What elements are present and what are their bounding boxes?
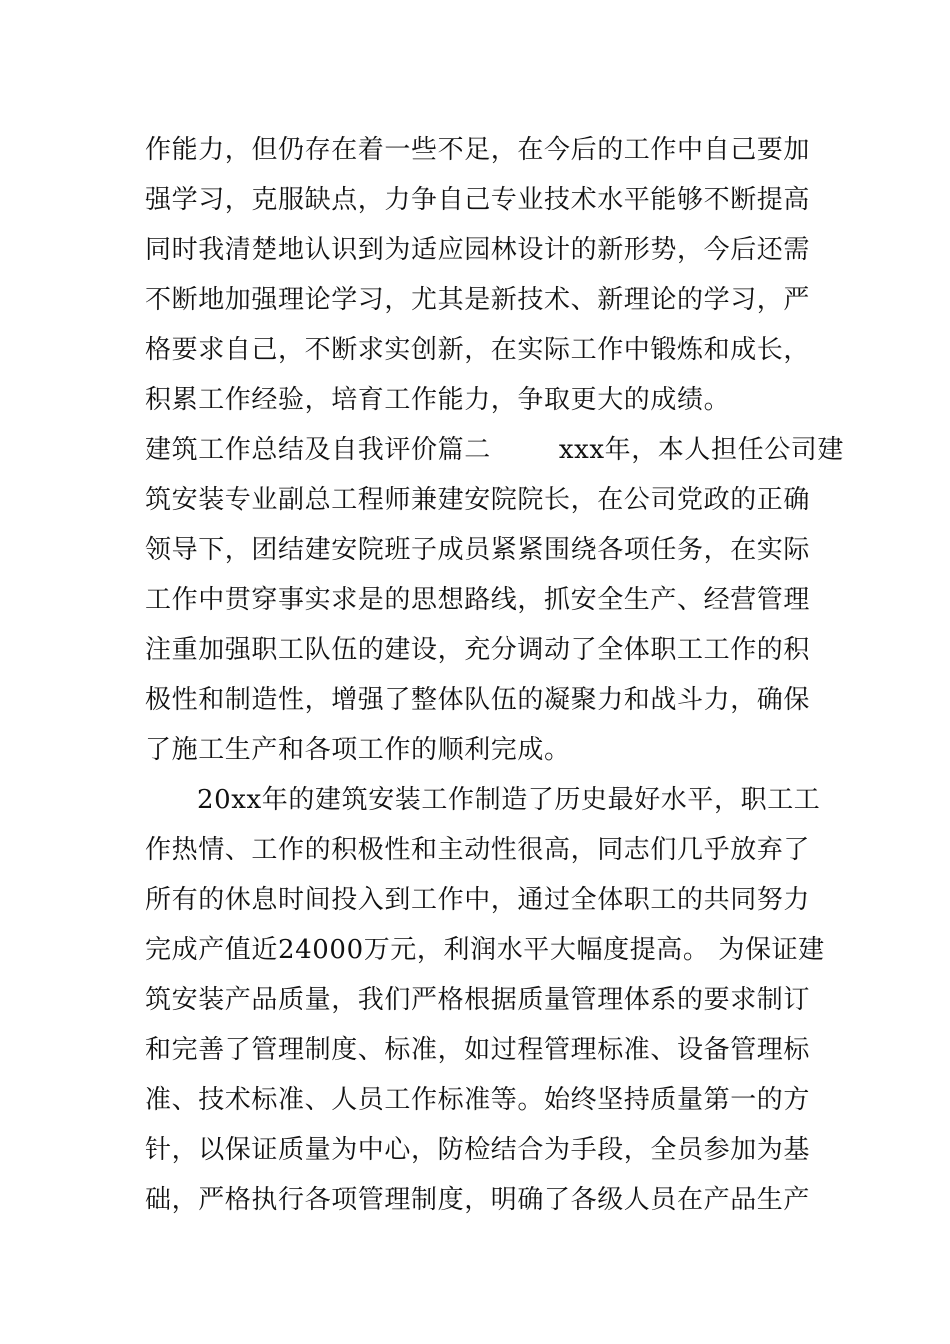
text-line-9: 领导下，团结建安院班子成员紧紧围绕各项任务，在实际	[145, 535, 811, 565]
text-line-1: 作能力，但仍存在着一些不足，在今后的工作中自己要加	[145, 135, 811, 165]
text-line-8: 筑安装专业副总工程师兼建安院院长，在公司党政的正确	[145, 485, 811, 515]
text-line-15: 作热情、工作的积极性和主动性很高，同志们几乎放弃了	[145, 835, 811, 865]
section-heading-line	[145, 428, 845, 472]
text-line-18: 筑安装产品质量，我们严格根据质量管理体系的要求制订	[145, 985, 811, 1015]
text-line-4: 不断地加强理论学习，尤其是新技术、新理论的学习，严	[145, 285, 811, 315]
text-line-22: 础，严格执行各项管理制度，明确了各级人员在产品生产	[145, 1185, 811, 1215]
text-line-17: 完成产值近24000万元，利润水平大幅度提高。 为保证建	[145, 935, 825, 965]
text-line-10: 工作中贯穿事实求是的思想路线，抓安全生产、经营管理	[145, 585, 811, 615]
section-heading-continuation: xxx年，本人担任公司建	[558, 435, 845, 465]
section-heading: 建筑工作总结及自我评价篇二	[145, 435, 491, 465]
text-line-12: 极性和制造性，增强了整体队伍的凝聚力和战斗力，确保	[145, 685, 811, 715]
text-line-5: 格要求自己，不断求实创新，在实际工作中锻炼和成长，	[145, 335, 811, 365]
text-line-19: 和完善了管理制度、标准，如过程管理标准、设备管理标	[145, 1035, 811, 1065]
text-line-16: 所有的休息时间投入到工作中，通过全体职工的共同努力	[145, 885, 811, 915]
text-line-11: 注重加强职工队伍的建设，充分调动了全体职工工作的积	[145, 635, 811, 665]
text-line-6: 积累工作经验，培育工作能力，争取更大的成绩。	[145, 385, 731, 415]
text-line-21: 针，以保证质量为中心，防检结合为手段，全员参加为基	[145, 1135, 811, 1165]
paragraph-start-line: 20xx年的建筑安装工作制造了历史最好水平，职工工	[197, 785, 821, 815]
text-line-2: 强学习，克服缺点，力争自己专业技术水平能够不断提高	[145, 185, 811, 215]
text-line-3: 同时我清楚地认识到为适应园林设计的新形势，今后还需	[145, 235, 811, 265]
text-line-20: 准、技术标准、人员工作标准等。始终坚持质量第一的方	[145, 1085, 811, 1115]
text-line-13: 了施工生产和各项工作的顺利完成。	[145, 735, 571, 765]
